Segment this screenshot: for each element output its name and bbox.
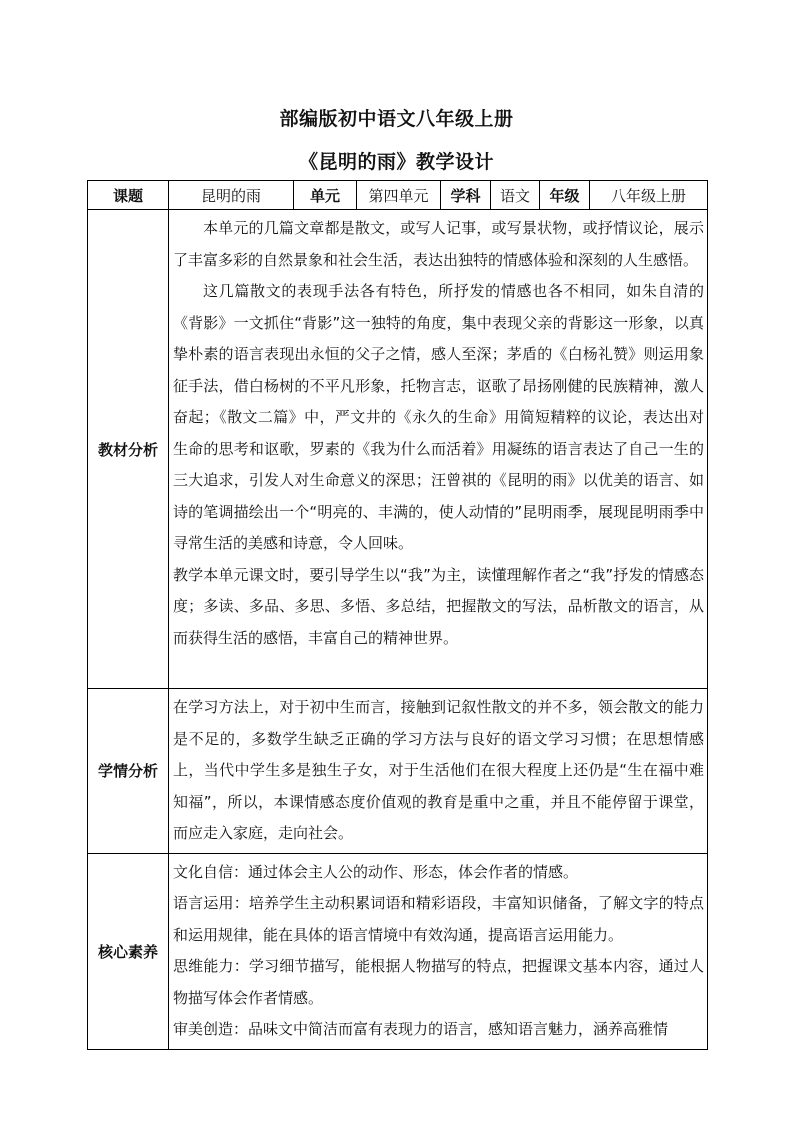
grade-value: 八年级上册 [590,181,708,210]
core-literacy-row [88,853,708,1049]
header-row [88,181,708,210]
core-literacy-content [169,853,708,1049]
subject-value: 语文 [491,181,540,210]
textbook-paragraph: 本单元的几篇文章都是散文，或写人记事，或写景状物，或抒情议论，展示了丰富多彩的自然景象和社会生活，表达出独特的情感体验和深刻的人生感悟。 [173,219,704,269]
student-analysis-row [88,689,708,854]
literacy-paragraph: 语言运用：培养学生主动积累词语和精彩语段，丰富知识储备，了解文字的特点和运用规律，能在具体的语言情境中有效沟通，提高语言运用能力。 [173,894,704,944]
student-analysis-content [169,689,708,854]
lesson-plan-table [87,180,708,1050]
textbook-analysis-content [169,210,708,689]
unit-value: 第四单元 [357,181,441,210]
textbook-paragraph: 教学本单元课文时，要引导学生以“我”为主，读懂理解作者之“我”抒发的情感态度；多读、多品、多思、多悟、多总结，把握散文的写法，品析散文的语言，从而获得生活的感悟，丰富自己的精神世界。 [173,565,704,647]
literacy-paragraph: 思维能力：学习细节描写，能根据人物描写的特点，把握课文基本内容，通过人物描写体会作者情感。 [173,957,704,1007]
student-paragraph: 在学习方法上，对于初中生而言，接触到记叙性散文的并不多，领会散文的能力是不足的，多数学生缺乏正确的学习方法与良好的语文学习习惯；在思想情感上，当代中学生多是独生子女，对于生活他们在很大程度上还仍是“生在福中难知福”，所以，本课情感态度价值观的教育是重中之重，并且不能停留于课堂，而应走入家庭，走向社会。 [173,698,704,842]
subject-label: 学科 [441,181,491,210]
textbook-analysis-row [88,210,708,689]
lesson-value: 昆明的雨 [169,181,294,210]
core-literacy-label: 核心素养 [88,853,169,1049]
textbook-paragraph: 这几篇散文的表现手法各有特色，所抒发的情感也各不相同，如朱自清的《背影》一文抓住“背影”这一独特的角度，集中表现父亲的背影这一形象，以真挚朴素的语言表现出永恒的父子之情，感人至深；茅盾的《白杨礼赞》则运用象征手法，借白杨树的不平凡形象，托物言志，讴歌了昂扬刚健的民族精神，激人奋起；《散文二篇》中，严文井的《永久的生命》用简短精粹的议论，表达出对生命的思考和讴歌，罗素的《我为什么而活着》用凝练的语言表达了自己一生的三大追求，引发人对生命意义的深思；汪曾祺的《昆明的雨》以优美的语言、如诗的笔调描绘出一个“明亮的、丰满的，使人动情的”昆明雨季，展现昆明雨季中寻常生活的美感和诗意，令人回味。 [173,282,704,552]
textbook-analysis-label: 教材分析 [88,210,169,689]
document-title: 部编版初中语文八年级上册 [279,108,514,130]
student-analysis-label: 学情分析 [88,689,169,854]
grade-label: 年级 [540,181,590,210]
literacy-paragraph: 文化自信：通过体会主人公的动作、形态，体会作者的情感。 [173,862,579,881]
document-subtitle: 《昆明的雨》教学设计 [298,151,494,173]
unit-label: 单元 [294,181,357,210]
lesson-label: 课题 [88,181,169,210]
literacy-paragraph: 审美创造：品味文中简洁而富有表现力的语言，感知语言魅力，涵养高雅情 [173,1020,669,1038]
